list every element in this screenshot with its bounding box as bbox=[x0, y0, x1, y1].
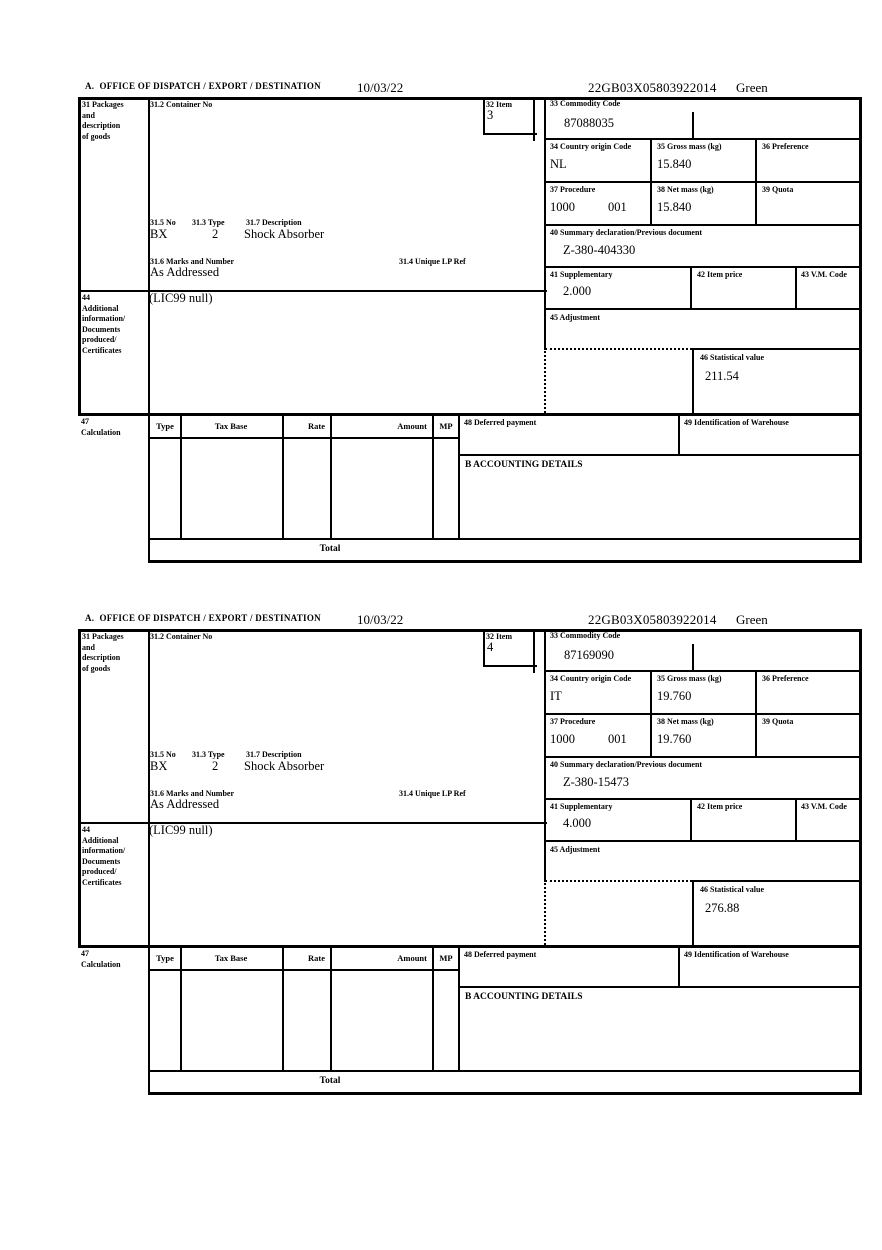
box31-label-line: and bbox=[82, 110, 95, 120]
box42-item-price bbox=[692, 268, 797, 310]
table-column-line bbox=[180, 416, 182, 538]
statistical-value: 211.54 bbox=[705, 369, 739, 383]
box31-label-line: and bbox=[82, 642, 95, 652]
box39-quota bbox=[757, 715, 862, 758]
box33-label: 33 Commodity Code bbox=[550, 99, 621, 108]
box43-vm-code bbox=[797, 268, 862, 310]
box42-item-price bbox=[692, 800, 797, 842]
box45-label: 45 Adjustment bbox=[550, 845, 601, 854]
box47-label bbox=[81, 417, 121, 438]
border-line bbox=[483, 665, 537, 667]
routing-status-value: Green bbox=[736, 80, 768, 95]
box44-label-line: 44 bbox=[82, 293, 90, 302]
box35-gross-mass bbox=[652, 140, 757, 183]
box35-gross-mass bbox=[652, 672, 757, 715]
box48-label: 48 Deferred payment bbox=[464, 418, 537, 427]
box47-label bbox=[81, 949, 121, 970]
supplementary-value: 2.000 bbox=[563, 284, 592, 298]
country-origin-value: IT bbox=[550, 689, 562, 703]
table-column-line bbox=[282, 948, 284, 1070]
box46-statistical-value bbox=[692, 880, 862, 945]
box49-label: 49 Identification of Warehouse bbox=[684, 418, 789, 427]
box43-label: 43 V.M. Code bbox=[801, 270, 847, 279]
column-header-mp: MP bbox=[439, 953, 453, 963]
box37-procedure bbox=[544, 715, 652, 758]
box41-label: 41 Supplementary bbox=[550, 802, 613, 811]
box32-label: 32 Item bbox=[486, 632, 512, 641]
box40-label: 40 Summary declaration/Previous document bbox=[550, 760, 703, 769]
country-origin-value: NL bbox=[550, 157, 567, 171]
box41-supplementary bbox=[544, 800, 692, 842]
box44-label-line: information/ bbox=[82, 314, 126, 323]
net-mass-value: 19.760 bbox=[657, 732, 692, 746]
procedure-extra-value: 001 bbox=[608, 200, 627, 214]
box47-label-line: 47 bbox=[81, 417, 89, 426]
total-label: Total bbox=[319, 1076, 341, 1086]
additional-info-value: (LIC99 null) bbox=[149, 291, 213, 305]
box34-country-origin bbox=[544, 140, 652, 183]
box44-label-line: Certificates bbox=[82, 877, 122, 887]
box31-label-line: of goods bbox=[82, 663, 111, 673]
box31-3-label: 31.3 Type bbox=[192, 750, 225, 759]
commodity-code-divider bbox=[692, 644, 694, 672]
box36-label: 36 Preference bbox=[762, 674, 809, 683]
accounting-details-box bbox=[460, 454, 862, 538]
calculation-table bbox=[150, 948, 460, 1070]
table-column-line bbox=[330, 948, 332, 1070]
box48-deferred-payment bbox=[460, 948, 680, 986]
box39-label: 39 Quota bbox=[762, 185, 794, 194]
box31-label bbox=[82, 632, 124, 674]
box31-2-label: 31.2 Container No bbox=[150, 632, 213, 641]
mrn-value: 22GB03X05803922014 bbox=[588, 612, 717, 627]
box43-label: 43 V.M. Code bbox=[801, 802, 847, 811]
statistical-value: 276.88 bbox=[705, 901, 740, 915]
box46-statistical-value bbox=[692, 348, 862, 413]
table-column-line bbox=[432, 948, 434, 1070]
box45-adjustment bbox=[544, 310, 862, 348]
box44-label bbox=[82, 825, 125, 888]
table-header-line bbox=[150, 437, 460, 439]
box44-label-line: Additional bbox=[82, 835, 119, 845]
box36-label: 36 Preference bbox=[762, 142, 809, 151]
box31-4-label: 31.4 Unique LP Ref bbox=[399, 789, 466, 798]
box40-summary-declaration bbox=[544, 226, 862, 268]
border-line bbox=[148, 1092, 862, 1095]
box49-label: 49 Identification of Warehouse bbox=[684, 950, 789, 959]
summary-declaration-value: Z-380-15473 bbox=[563, 775, 629, 789]
box31-6-label: 31.6 Marks and Number bbox=[150, 257, 235, 266]
box37-procedure bbox=[544, 183, 652, 226]
box31-2-label: 31.2 Container No bbox=[150, 100, 213, 109]
box49-warehouse bbox=[680, 416, 862, 454]
table-column-line bbox=[432, 416, 434, 538]
box34-label: 34 Country origin Code bbox=[550, 674, 632, 683]
box33-commodity-code bbox=[544, 629, 862, 672]
border-line bbox=[483, 97, 485, 133]
box42-label: 42 Item price bbox=[697, 802, 743, 811]
table-column-line bbox=[180, 948, 182, 1070]
box35-label: 35 Gross mass (kg) bbox=[657, 142, 722, 151]
date-value: 10/03/22 bbox=[357, 80, 404, 95]
box33-commodity-code bbox=[544, 97, 862, 140]
right-column bbox=[544, 97, 862, 413]
box44-label bbox=[82, 293, 125, 356]
box36-preference bbox=[757, 672, 862, 715]
box38-label: 38 Net mass (kg) bbox=[657, 717, 714, 726]
box37-label: 37 Procedure bbox=[550, 185, 596, 194]
box31-3-label: 31.3 Type bbox=[192, 218, 225, 227]
form-grid bbox=[78, 629, 862, 1095]
column-header-rate: Rate bbox=[308, 421, 325, 431]
office-of-dispatch-heading: A. OFFICE OF DISPATCH / EXPORT / DESTINATION bbox=[85, 81, 321, 91]
gross-mass-value: 15.840 bbox=[657, 157, 692, 171]
item-number-value: 3 bbox=[487, 108, 494, 122]
gross-mass-value: 19.760 bbox=[657, 689, 692, 703]
procedure-value: 1000 bbox=[550, 200, 575, 214]
border-line bbox=[483, 133, 537, 135]
box49-warehouse bbox=[680, 948, 862, 986]
box38-label: 38 Net mass (kg) bbox=[657, 185, 714, 194]
box33-label: 33 Commodity Code bbox=[550, 631, 621, 640]
border-line bbox=[78, 97, 81, 416]
package-type-value: 2 bbox=[212, 759, 219, 773]
net-mass-value: 15.840 bbox=[657, 200, 692, 214]
box47-label-line: 47 bbox=[81, 949, 89, 958]
mrn-value: 22GB03X05803922014 bbox=[588, 80, 717, 95]
office-of-dispatch-heading: A. OFFICE OF DISPATCH / EXPORT / DESTINATION bbox=[85, 613, 321, 623]
column-header-rate: Rate bbox=[308, 953, 325, 963]
box44-label-line: Documents bbox=[82, 324, 121, 334]
box38-net-mass bbox=[652, 715, 757, 758]
box31-label-line: 31 Packages bbox=[82, 100, 124, 109]
box44-label-line: information/ bbox=[82, 846, 126, 855]
box44-label-line: Additional bbox=[82, 303, 119, 313]
box40-summary-declaration bbox=[544, 758, 862, 800]
package-no-value: BX bbox=[150, 227, 168, 241]
accounting-details-label: B ACCOUNTING DETAILS bbox=[465, 992, 583, 1002]
box44-label-line: produced/ bbox=[82, 335, 117, 344]
box34-label: 34 Country origin Code bbox=[550, 142, 632, 151]
box34-country-origin bbox=[544, 672, 652, 715]
box36-preference bbox=[757, 140, 862, 183]
box44-label-line: 44 bbox=[82, 825, 90, 834]
box42-label: 42 Item price bbox=[697, 270, 743, 279]
box31-label bbox=[82, 100, 124, 142]
column-header-tax-base: Tax Base bbox=[214, 953, 248, 963]
marks-and-number-value: As Addressed bbox=[150, 265, 220, 279]
box39-quota bbox=[757, 183, 862, 226]
box40-label: 40 Summary declaration/Previous document bbox=[550, 228, 703, 237]
box32-label: 32 Item bbox=[486, 100, 512, 109]
additional-info-value: (LIC99 null) bbox=[149, 823, 213, 837]
routing-status-value: Green bbox=[736, 612, 768, 627]
box37-label: 37 Procedure bbox=[550, 717, 596, 726]
column-header-type: Type bbox=[156, 421, 174, 431]
total-label: Total bbox=[319, 544, 341, 554]
box38-net-mass bbox=[652, 183, 757, 226]
column-header-amount: Amount bbox=[397, 421, 427, 431]
supplementary-value: 4.000 bbox=[563, 816, 592, 830]
sad-continuation-form-item-3 bbox=[78, 80, 862, 566]
form-grid bbox=[78, 97, 862, 563]
box31-6-label: 31.6 Marks and Number bbox=[150, 789, 235, 798]
column-header-mp: MP bbox=[439, 421, 453, 431]
box31-label-line: description bbox=[82, 121, 121, 130]
accounting-details-box bbox=[460, 986, 862, 1070]
box48-label: 48 Deferred payment bbox=[464, 950, 537, 959]
box41-label: 41 Supplementary bbox=[550, 270, 613, 279]
calculation-table bbox=[150, 416, 460, 538]
commodity-code-value: 87169090 bbox=[564, 648, 614, 662]
box48-deferred-payment bbox=[460, 416, 680, 454]
summary-declaration-value: Z-380-404330 bbox=[563, 243, 636, 257]
goods-description-value: Shock Absorber bbox=[244, 759, 325, 773]
box31-label-line: 31 Packages bbox=[82, 632, 124, 641]
item-number-value: 4 bbox=[487, 640, 494, 654]
box47-label-line: Calculation bbox=[81, 427, 121, 437]
border-line bbox=[148, 560, 862, 563]
column-header-type: Type bbox=[156, 953, 174, 963]
border-line bbox=[78, 629, 81, 948]
total-row bbox=[148, 538, 862, 560]
box45-adjustment bbox=[544, 842, 862, 880]
form-header bbox=[78, 80, 862, 97]
box31-label-line: of goods bbox=[82, 131, 111, 141]
commodity-code-value: 87088035 bbox=[564, 116, 614, 130]
box41-supplementary bbox=[544, 268, 692, 310]
box31-5-label: 31.5 No bbox=[150, 750, 176, 759]
table-header-line bbox=[150, 969, 460, 971]
border-line bbox=[483, 629, 485, 665]
date-value: 10/03/22 bbox=[357, 612, 404, 627]
total-row bbox=[148, 1070, 862, 1092]
column-header-amount: Amount bbox=[397, 953, 427, 963]
box31-label-line: description bbox=[82, 653, 121, 662]
form-header bbox=[78, 612, 862, 629]
box31-4-label: 31.4 Unique LP Ref bbox=[399, 257, 466, 266]
package-type-value: 2 bbox=[212, 227, 219, 241]
box31-7-label: 31.7 Description bbox=[246, 218, 302, 227]
goods-description-value: Shock Absorber bbox=[244, 227, 325, 241]
box31-5-label: 31.5 No bbox=[150, 218, 176, 227]
box46-label: 46 Statistical value bbox=[700, 885, 764, 894]
column-header-tax-base: Tax Base bbox=[214, 421, 248, 431]
table-column-line bbox=[330, 416, 332, 538]
right-column bbox=[544, 629, 862, 945]
box44-label-line: produced/ bbox=[82, 867, 117, 876]
box47-label-line: Calculation bbox=[81, 959, 121, 969]
box44-label-line: Certificates bbox=[82, 345, 122, 355]
box43-vm-code bbox=[797, 800, 862, 842]
package-no-value: BX bbox=[150, 759, 168, 773]
table-column-line bbox=[282, 416, 284, 538]
box44-label-line: Documents bbox=[82, 856, 121, 866]
accounting-details-label: B ACCOUNTING DETAILS bbox=[465, 460, 583, 470]
sad-continuation-form-item-4 bbox=[78, 612, 862, 1098]
box45-label: 45 Adjustment bbox=[550, 313, 601, 322]
box35-label: 35 Gross mass (kg) bbox=[657, 674, 722, 683]
procedure-extra-value: 001 bbox=[608, 732, 627, 746]
procedure-value: 1000 bbox=[550, 732, 575, 746]
box46-label: 46 Statistical value bbox=[700, 353, 764, 362]
box31-7-label: 31.7 Description bbox=[246, 750, 302, 759]
marks-and-number-value: As Addressed bbox=[150, 797, 220, 811]
commodity-code-divider bbox=[692, 112, 694, 140]
box39-label: 39 Quota bbox=[762, 717, 794, 726]
